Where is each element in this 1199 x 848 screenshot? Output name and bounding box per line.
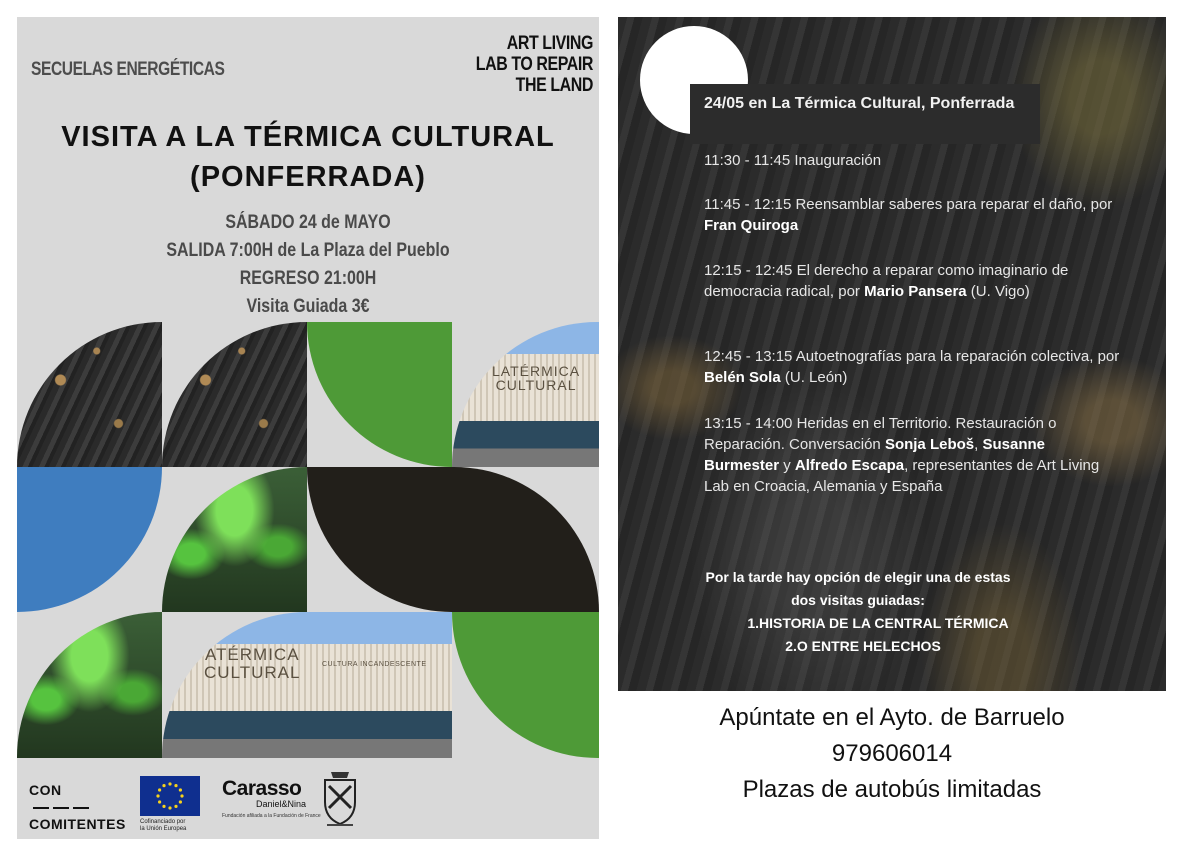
schedule-item [704,194,1124,236]
concomitentes-logo: CON COMITENTES [29,782,126,832]
eu-star [158,788,161,791]
event-price: Visita Guiada 3€ [246,296,370,317]
eu-star [168,806,171,809]
project-line: ART LIVING [506,33,593,54]
project-line: LAB TO REPAIR [475,54,593,75]
eu-flag-icon [140,776,200,816]
schedule-item [704,260,1124,302]
schedule-text: 12:45 - 13:15 Autoetnografías para la reparación colectiva, por [704,348,1120,365]
blue-shape-tile [17,467,162,612]
eu-star [174,805,177,808]
building-photo-tile [162,612,452,758]
schedule-text: 13:15 - 14:00 Heridas en el Territorio. Restauración o Reparación. Conversación [704,415,1057,453]
rock-photo-tile [17,322,162,467]
green-shape-tile [452,612,599,758]
schedule-item [704,150,1124,171]
eu-star [156,794,159,797]
green-shape-tile [307,322,452,467]
afternoon-option: 1.HISTORIA DE LA CENTRAL TÉRMICA [747,615,1009,631]
eu-star [168,782,171,785]
event-title [17,117,599,197]
schedule-item [704,346,1124,388]
speaker-name: Alfredo Escapa [794,457,905,474]
eu-star [180,794,183,797]
building-sign: ATÉRMICA CULTURAL [204,645,301,682]
coat-of-arms-icon [317,768,363,830]
speaker-name: Sonja Leboš [884,436,975,453]
project-name [467,33,593,96]
left-poster [17,17,599,839]
schedule-item [704,413,1124,497]
eu-star [158,800,161,803]
carasso-logo: Carasso Daniel&Nina Fundación afiliada a la Fundación de France [222,777,321,819]
signup-note: Plazas de autobús limitadas [742,776,1042,803]
event-return: REGRESO 21:00H [239,268,377,289]
right-poster [618,17,1166,691]
photo-mosaic [17,322,599,758]
project-line: THE LAND [515,75,593,96]
signup-line: Apúntate en el Ayto. de Barruelo [719,704,1065,731]
schedule-text: (U. León) [780,369,848,386]
signup-phone: 979606014 [831,740,953,767]
speaker-name: Mario Pansera [864,283,967,300]
speaker-name: Belén Sola [704,369,781,386]
event-title-line: (PONFERRADA) [190,161,426,193]
eu-star [179,800,182,803]
eu-star [174,784,177,787]
black-shape-tile [307,467,599,612]
building-sign: CULTURA INCANDESCENTE [322,661,427,668]
eu-cofinanced-text: Cofinanciado por la Unión Europea [140,819,187,832]
schedule-text: (U. Vigo) [966,283,1030,300]
schedule-text: y [779,457,795,474]
eu-star [162,784,165,787]
event-title-line: VISITA A LA TÉRMICA CULTURAL [61,121,555,153]
eu-star [162,805,165,808]
eu-star [179,788,182,791]
event-date: SÁBADO 24 de MAYO [225,212,391,233]
speaker-name: Fran Quiroga [704,217,799,234]
event-departure: SALIDA 7:00H de La Plaza del Pueblo [166,240,450,261]
rock-photo-tile [162,322,307,467]
signup-info [618,700,1166,808]
building-sign: LATÉRMICA CULTURAL [492,363,581,393]
heading-box [690,84,1040,144]
schedule-text: , [974,436,983,453]
event-details [17,209,599,321]
building-photo-tile [452,322,599,467]
schedule-text: 11:45 - 12:15 Reensamblar saberes para reparar el daño, por [704,196,1113,213]
afternoon-options [618,566,1098,658]
afternoon-line: Por la tarde hay opción de elegir una de estas [705,569,1011,585]
afternoon-option: 2.O ENTRE HELECHOS [785,638,941,654]
fern-photo-tile [17,612,162,758]
sponsor-logos [17,762,599,839]
afternoon-line: dos visitas guiadas: [791,592,925,608]
schedule-text: 12:15 - 12:45 El derecho a reparar como imaginario de democracia radical, por [704,262,1069,300]
schedule-text: 11:30 - 11:45 Inauguración [704,152,882,169]
fern-photo-tile [162,467,307,612]
program-heading: 24/05 en La Térmica Cultural, Ponferrada [704,95,1015,112]
speaker-name: Susanne Burmester [704,436,1045,474]
series-name: SECUELAS ENERGÉTICAS [31,59,225,80]
schedule-text: , representantes de Art Living Lab en Croacia, Alemania y España [704,457,1100,495]
